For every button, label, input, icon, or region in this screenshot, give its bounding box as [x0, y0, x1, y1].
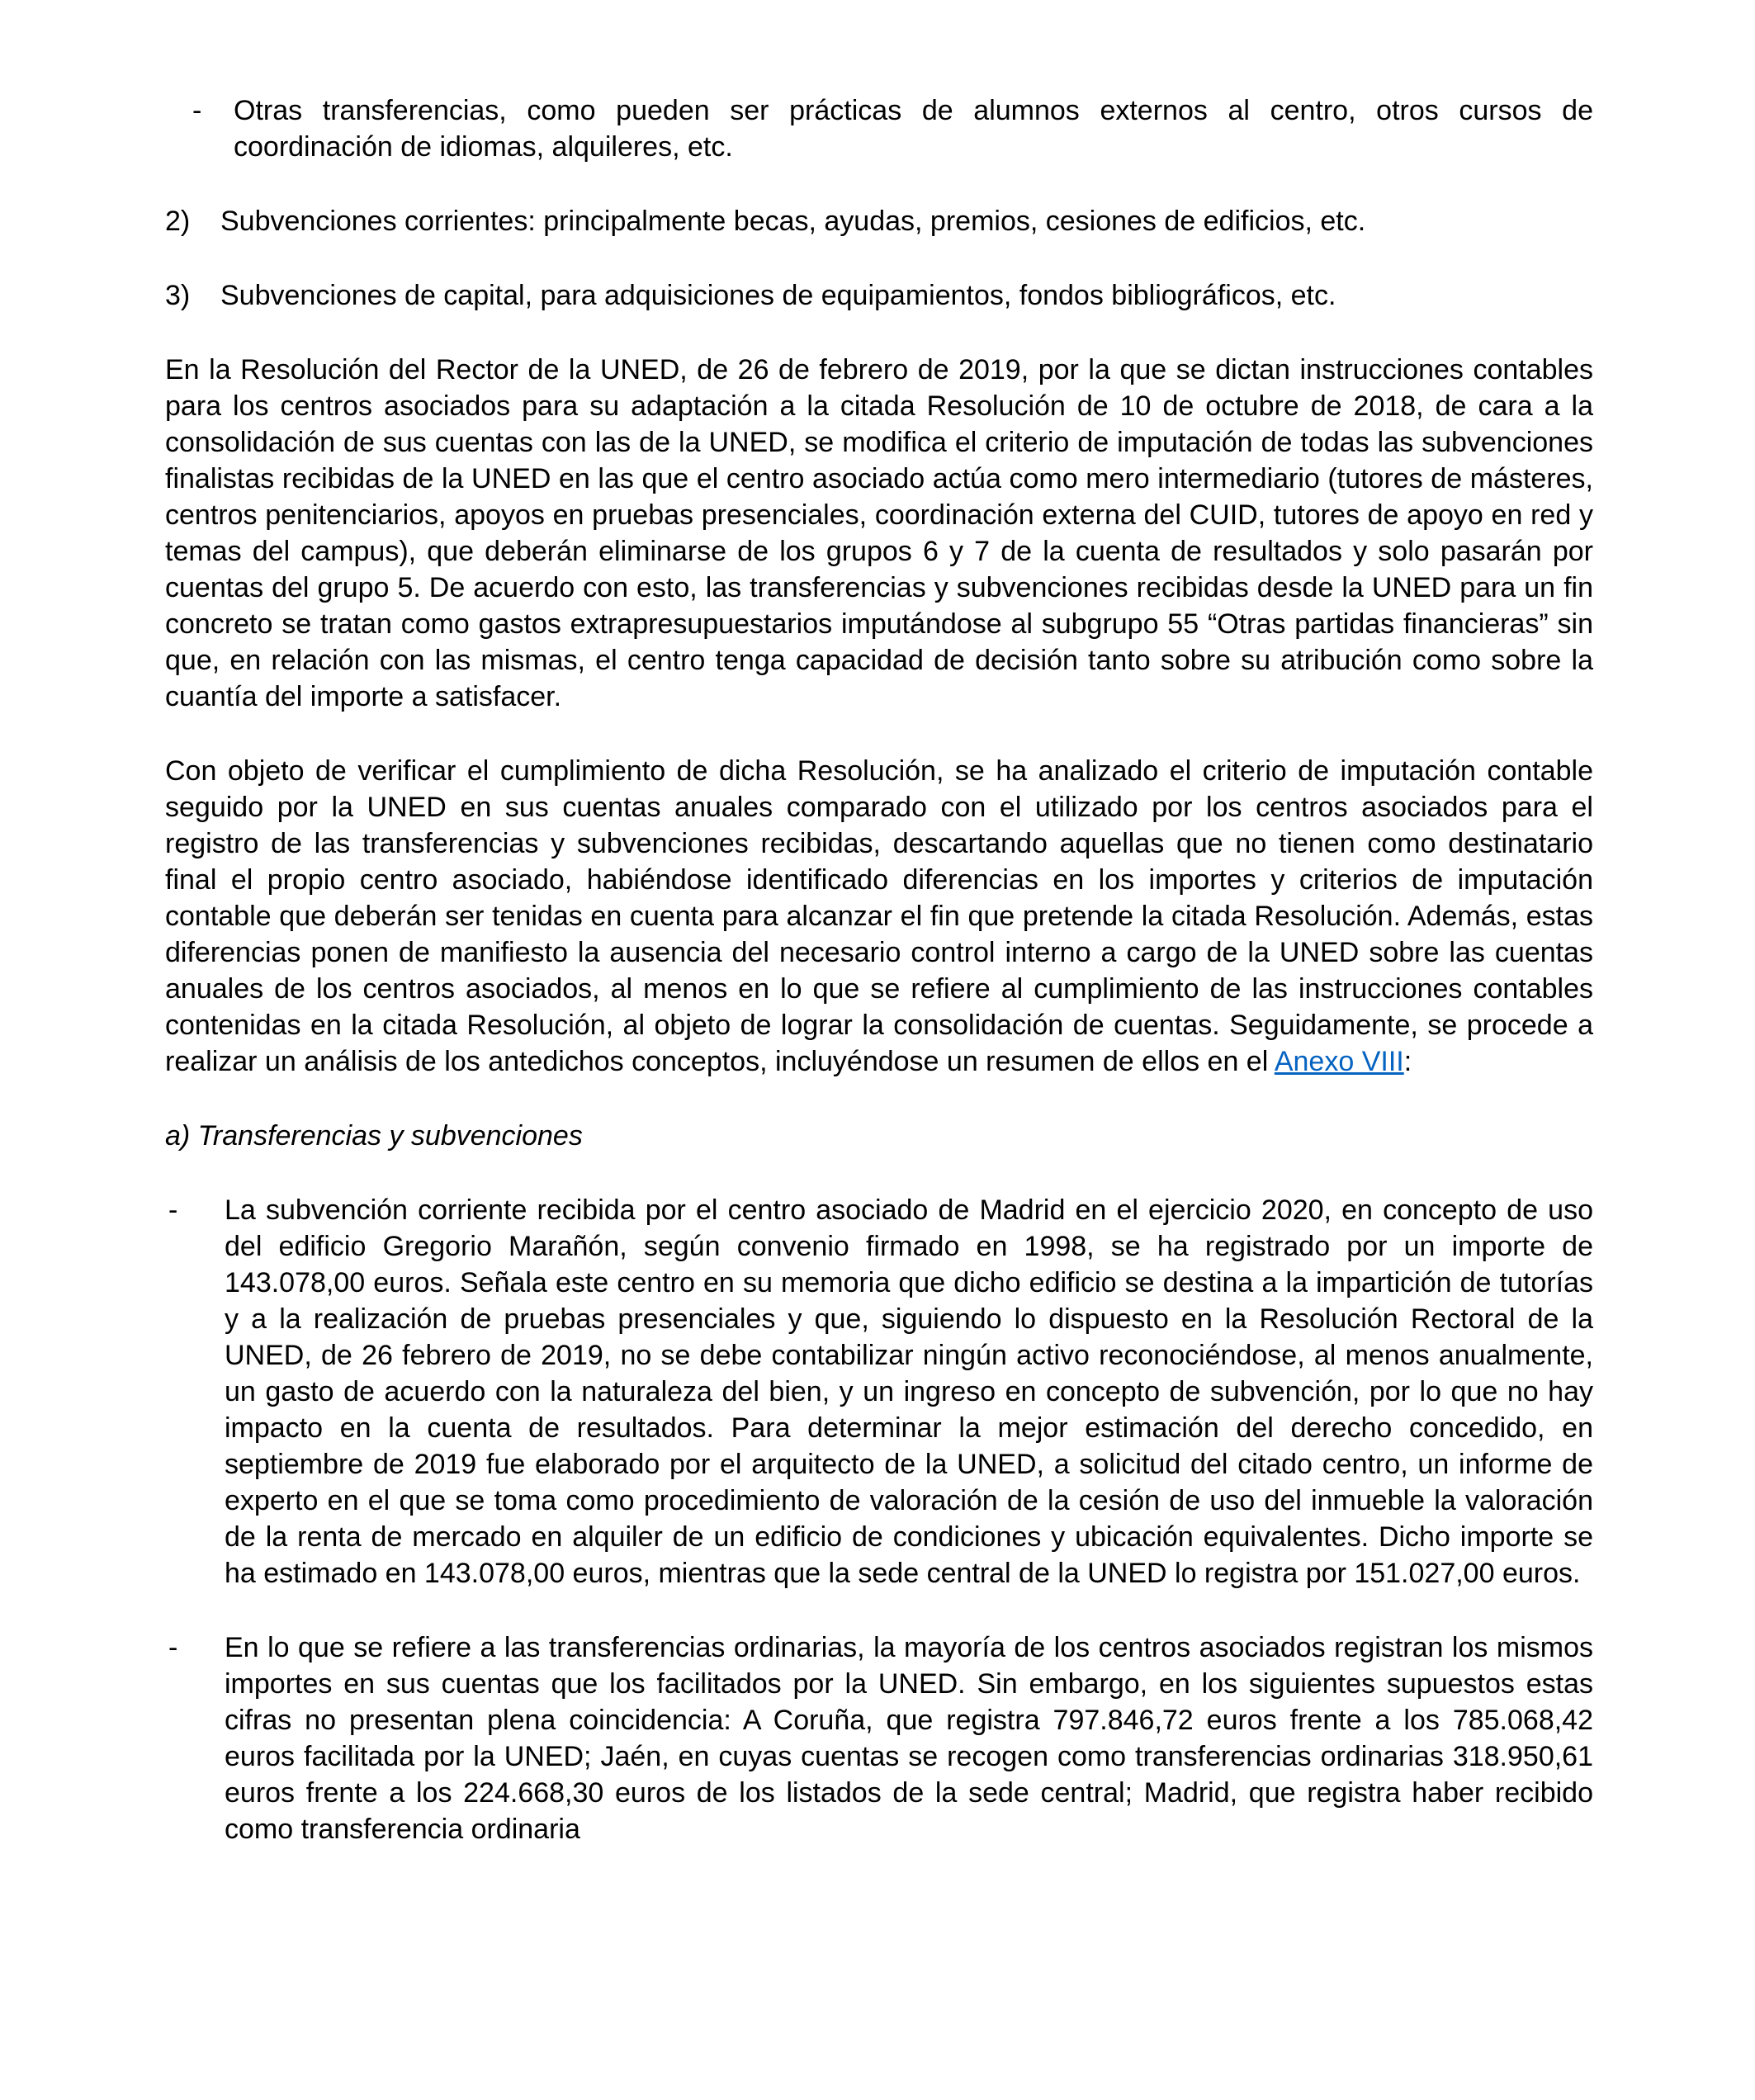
number-marker: 2) [165, 206, 191, 237]
list-item-otras-transferencias [192, 92, 1593, 165]
section-heading-transferencias-subvenciones: a) Transferencias y subvenciones [165, 1120, 583, 1152]
list-item-text: Subvenciones corrientes: principalmente becas, ayudas, premios, cesiones de edificios, etc. [220, 206, 1366, 237]
paragraph-verificacion-cumplimiento [165, 753, 1593, 1080]
list-item-text: Subvenciones de capital, para adquisiciones de equipamientos, fondos bibliográficos, etc. [220, 280, 1336, 311]
list-item-text: La subvención corriente recibida por el centro asociado de Madrid en el ejercicio 2020, en concepto de uso del edificio Gregorio Marañón, según convenio firmado en 1998, se ha registrado por un importe de 143.078,00 euros. Señala este centro en su memoria que dicho edificio se destina a la impartición de tutorías y a la realización de pruebas presenciales y que, siguiendo lo dispuesto en la Resolución Rectoral de la UNED, de 26 febrero de 2019, no se debe contabilizar ningún activo reconociéndose, al menos anualmente, un gasto de acuerdo con la naturaleza del bien, y un ingreso en concepto de subvención, por lo que no hay impacto en la cuenta de resultados. Para determinar la mejor estimación del derecho concedido, en septiembre de 2019 fue elaborado por el arquitecto de la UNED, a solicitud del citado centro, un informe de experto en el que se toma como procedimiento de valoración de la cesión de uso del inmueble la valoración de la renta de mercado en alquiler de un edificio de condiciones y ubicación equivalentes. Dicho importe se ha estimado en 143.078,00 euros, mientras que la sede central de la UNED lo registra por 151.027,00 euros. [225, 1194, 1593, 1589]
list-item-subvencion-madrid [168, 1192, 1593, 1592]
number-marker: 3) [165, 280, 191, 311]
list-item-transferencias-ordinarias [168, 1629, 1593, 1847]
dash-bullet-marker: - [168, 1194, 178, 1226]
dash-bullet-marker: - [168, 1632, 178, 1663]
paragraph-text: Con objeto de verificar el cumplimiento de dicha Resolución, se ha analizado el criterio de imputación contable seguido por la UNED en sus cuentas anuales comparado con el utilizado por los centros asociados para el registro de las transferencias y subvenciones recibidas, descartando aquellas que no tienen como destinatario final el propio centro asociado, habiéndose identificado diferencias en los importes y criterios de imputación contable que deberán ser tenidas en cuenta para alcanzar el fin que pretende la citada Resolución. Además, estas diferencias ponen de manifiesto la ausencia del necesario control interno a cargo de la UNED sobre las cuentas anuales de los centros asociados, al menos en lo que se refiere al cumplimiento de las instrucciones contables contenidas en la citada Resolución, al objeto de lograr la consolidación de cuentas. Seguidamente, se procede a realizar un análisis de los antedichos conceptos, incluyéndose un resumen de ellos en el [165, 755, 1593, 1077]
dash-bullet-marker: - [192, 95, 202, 126]
paragraph-resolucion-rector: En la Resolución del Rector de la UNED, de 26 de febrero de 2019, por la que se dictan instrucciones contables para los centros asociados para su adaptación a la citada Resolución de 10 de octubre de 2018, de cara a la consolidación de sus cuentas con las de la UNED, se modifica el criterio de imputación de todas las subvenciones finalistas recibidas de la UNED en las que el centro asociado actúa como mero intermediario (tutores de másteres, centros penitenciarios, apoyos en pruebas presenciales, coordinación externa del CUID, tutores de apoyo en red y temas del campus), que deberán eliminarse de los grupos 6 y 7 de la cuenta de resultados y solo pasarán por cuentas del grupo 5. De acuerdo con esto, las transferencias y subvenciones recibidas desde la UNED para un fin concreto se tratan como gastos extrapresupuestarios imputándose al subgrupo 55 “Otras partidas financieras” sin que, en relación con las mismas, el centro tenga capacidad de decisión tanto sobre su atribución como sobre la cuantía del importe a satisfacer. [165, 354, 1593, 712]
list-item-subvenciones-capital [165, 277, 1593, 314]
list-item-subvenciones-corrientes [165, 203, 1593, 239]
anexo-viii-link[interactable]: Anexo VIII [1274, 1046, 1404, 1077]
list-item-text: Otras transferencias, como pueden ser prácticas de alumnos externos al centro, otros cursos de coordinación de idiomas, alquileres, etc. [234, 95, 1593, 163]
list-item-text: En lo que se refiere a las transferencias ordinarias, la mayoría de los centros asociados registran los mismos importes en sus cuentas que los facilitados por la UNED. Sin embargo, en los siguientes supuestos estas cifras no presentan plena coincidencia: A Coruña, que registra 797.846,72 euros frente a los 785.068,42 euros facilitada por la UNED; Jaén, en cuyas cuentas se recogen como transferencias ordinarias 318.950,61 euros frente a los 224.668,30 euros de los listados de la sede central; Madrid, que registra haber recibido como transferencia ordinaria [225, 1632, 1593, 1845]
paragraph-text: : [1403, 1046, 1412, 1077]
